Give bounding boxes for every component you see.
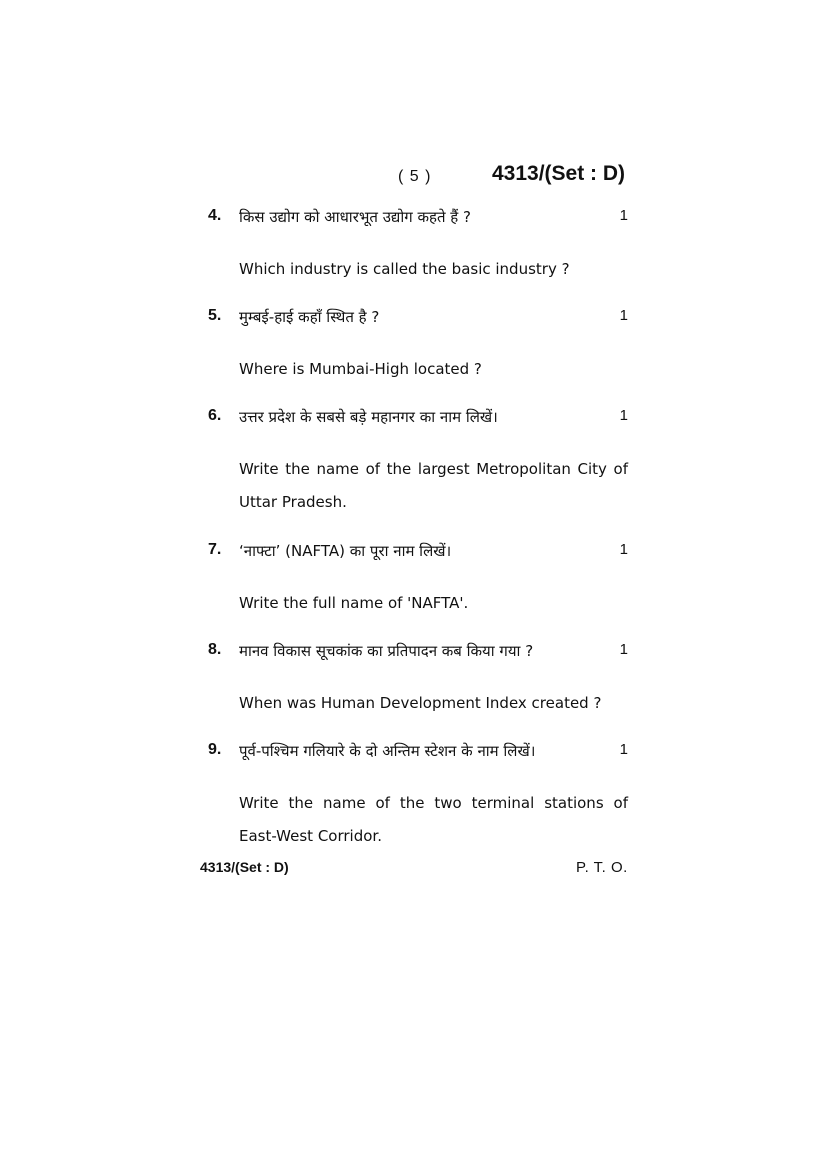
question-number: 5. [208, 307, 222, 324]
question-text-english: Write the name of the two terminal stations of East-West Corridor. [239, 794, 628, 845]
question-marks: 1 [619, 207, 628, 224]
question-marks: 1 [619, 307, 628, 324]
question-text-hindi: पूर्व-पश्चिम गलियारे के दो अन्तिम स्टेशन के नाम लिखें। [239, 742, 536, 760]
question-marks: 1 [619, 641, 628, 658]
question-marks: 1 [619, 407, 628, 424]
paper-code-header: 4313/(Set : D) [492, 162, 626, 185]
pto-label: P. T. O. [576, 859, 628, 876]
question-text-hindi: किस उद्योग को आधारभूत उद्योग कहते हैं ? [239, 208, 471, 226]
question-number: 7. [208, 541, 222, 558]
question-marks: 1 [619, 741, 628, 758]
question-marks: 1 [619, 541, 628, 558]
question-number: 4. [208, 207, 222, 224]
question-text-english: Where is Mumbai-High located ? [239, 360, 482, 378]
question-text-hindi: मानव विकास सूचकांक का प्रतिपादन कब किया गया ? [239, 642, 534, 660]
question-text-english: Which industry is called the basic industry ? [239, 260, 570, 278]
paper-code-footer: 4313/(Set : D) [200, 859, 289, 875]
question-text-english: When was Human Development Index created ? [239, 694, 602, 712]
question-text-english: Write the name of the largest Metropolitan City of Uttar Pradesh. [239, 460, 628, 511]
page-number: ( 5 ) [398, 168, 432, 185]
question-number: 8. [208, 641, 222, 658]
question-text-english: Write the full name of 'NAFTA'. [239, 594, 469, 612]
question-number: 9. [208, 741, 222, 758]
question-text-hindi: ‘नाफ्टा’ (NAFTA) का पूरा नाम लिखें। [239, 542, 452, 560]
question-text-hindi: मुम्बई-हाई कहाँ स्थित है ? [239, 308, 380, 326]
question-number: 6. [208, 407, 222, 424]
question-text-hindi: उत्तर प्रदेश के सबसे बड़े महानगर का नाम लिखें। [239, 408, 498, 426]
